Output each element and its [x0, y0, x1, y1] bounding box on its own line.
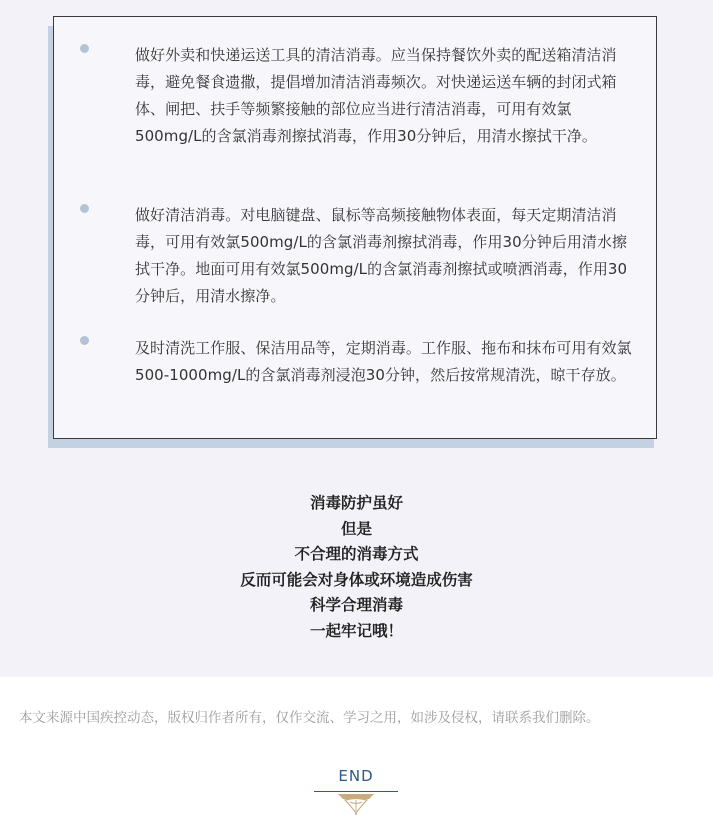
slogan-line: 一起牢记哦！ [309, 621, 403, 640]
bullet-dot-icon [80, 44, 89, 53]
end-label: END [338, 767, 374, 785]
disinfection-tips-card [53, 16, 657, 439]
bullet-dot-icon [80, 336, 89, 345]
end-divider [314, 791, 398, 792]
list-item-text: 及时清洗工作服、保洁用品等，定期消毒。工作服、拖布和抹布可用有效氯500-1000mg/L的含氯消毒剂浸泡30分钟，然后按常规清洗，晾干存放。 [135, 339, 632, 384]
end-ornament-icon [336, 793, 376, 815]
source-note: 本文来源中国疾控动态，版权归作者所有，仅作交流、学习之用，如涉及侵权，请联系我们删除。 [19, 710, 600, 726]
slogan-block [0, 491, 713, 645]
list-item-text: 做好外卖和快递运送工具的清洁消毒。应当保持餐饮外卖的配送箱清洁消毒，避免餐食遗撒，提倡增加清洁消毒频次。对快递运送车辆的封闭式箱体、闸把、扶手等频繁接触的部位应当进行清洁消毒，可用有效氯500mg/L的含氯消毒剂擦拭消毒，作用30分钟后，用清水擦拭干净。 [135, 46, 617, 145]
list-item-text: 做好清洁消毒。对电脑键盘、鼠标等高频接触物体表面，每天定期清洁消毒，可用有效氯500mg/L的含氯消毒剂擦拭消毒，作用30分钟后用清水擦拭干净。地面可用有效氯500mg/L的含氯消毒剂擦拭或喷洒消毒，作用30分钟后，用清水擦净。 [135, 206, 628, 305]
slogan-line: 不合理的消毒方式 [294, 545, 419, 564]
slogan-line: 科学合理消毒 [309, 596, 403, 615]
slogan-line: 反而可能会对身体或环境造成伤害 [240, 570, 473, 589]
bullet-dot-icon [80, 204, 89, 213]
slogan-line: 消毒防护虽好 [309, 494, 403, 512]
slogan-line: 但是 [340, 519, 372, 538]
